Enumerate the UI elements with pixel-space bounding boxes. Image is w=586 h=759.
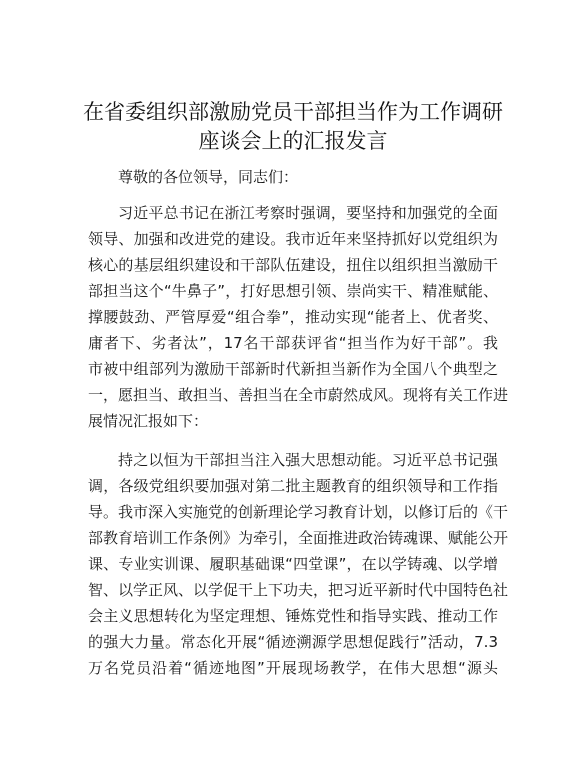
paragraph-2-line: 持之以恒为干部担当注入强大思想动能。习近平总书记强 (118, 451, 498, 469)
paragraph-1-line: 核心的基层组织建设和干部队伍建设，扭住以组织担当激励干 (88, 256, 498, 274)
paragraph-2-line: 课、专业实训课、履职基础课“四堂课”，在以学铸魂、以学增 (88, 555, 498, 573)
paragraph-2-line: 调，各级党组织要加强对第二批主题教育的组织领导和工作指 (88, 477, 498, 495)
paragraph-1-line: 市被中组部列为激励干部新时代新担当新作为全国八个典型之 (88, 360, 498, 378)
document-title-line-2: 座谈会上的汇报发言 (198, 129, 388, 153)
paragraph-1-line: 一，愿担当、敢担当、善担当在全市蔚然成风。现将有关工作进 (88, 386, 509, 404)
paragraph-1-line: 领导、加强和改进党的建设。我市近年来坚持抓好以党组织为 (88, 230, 498, 248)
paragraph-1-line: 部担当这个“牛鼻子”，打好思想引领、崇尚实干、精准赋能、 (88, 282, 498, 300)
paragraph-1-line: 习近平总书记在浙江考察时强调，要坚持和加强党的全面 (118, 204, 498, 222)
paragraph-1-line: 展情况汇报如下： (88, 412, 209, 430)
paragraph-2-line: 万名党员沿着“循迹地图”开展现场教学，在伟大思想“源头 (88, 659, 498, 677)
document-title-line-1: 在省委组织部激励党员干部担当作为工作调研 (83, 100, 503, 124)
paragraph-1-line: 撑腰鼓劲、严管厚爱“组合拳”，推动实现“能者上、优者奖、 (88, 308, 498, 326)
paragraph-1-line: 庸者下、劣者汰”，17名干部获评省“担当作为好干部”。我 (88, 334, 498, 352)
paragraph-2-line: 会主义思想转化为坚定理想、锤炼党性和指导实践、推动工作 (88, 607, 498, 625)
paragraph-2-line: 的强大力量。常态化开展“循迹溯源学思想促践行”活动，7.3 (88, 633, 498, 651)
paragraph-2-line: 导。我市深入实施党的创新理论学习教育计划，以修订后的《干 (88, 503, 509, 521)
salutation: 尊敬的各位领导，同志们： (118, 168, 299, 186)
paragraph-2-line: 智、以学正风、以学促干上下功夫，把习近平新时代中国特色社 (88, 581, 509, 599)
paragraph-2-line: 部教育培训工作条例》为牵引，全面推进政治铸魂课、赋能公开 (88, 529, 509, 547)
